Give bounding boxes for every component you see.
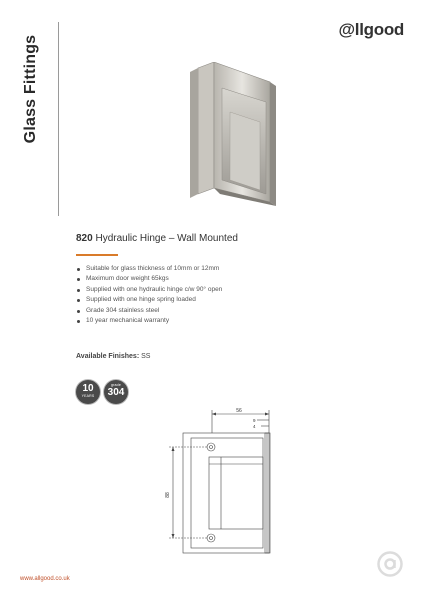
bullet-icon bbox=[77, 320, 80, 323]
product-code: 820 bbox=[76, 233, 93, 244]
bullet-icon bbox=[77, 289, 80, 292]
bullet-icon bbox=[77, 299, 80, 302]
dim-width-label: 56 bbox=[236, 408, 242, 414]
list-item: Grade 304 stainless steel bbox=[76, 306, 222, 316]
bullet-icon bbox=[77, 310, 80, 313]
title-underline bbox=[76, 254, 118, 256]
product-title bbox=[76, 233, 238, 244]
list-item: 10 year mechanical warranty bbox=[76, 316, 222, 326]
brand-logo: @llgood bbox=[338, 20, 404, 39]
footer-link[interactable]: www.allgood.co.uk bbox=[20, 576, 70, 582]
divider bbox=[58, 22, 59, 216]
dim-b-label: 4 bbox=[253, 424, 256, 429]
list-item: Maximum door weight 65kgs bbox=[76, 274, 222, 284]
list-item: Supplied with one hydraulic hinge c/w 90° open bbox=[76, 285, 222, 295]
warranty-badge: 10 YEARS bbox=[76, 380, 100, 404]
at-symbol-icon bbox=[377, 551, 403, 577]
available-finishes: Available Finishes: SS bbox=[76, 353, 151, 360]
technical-drawing bbox=[155, 400, 285, 560]
grade-badge: grade 304 bbox=[104, 380, 128, 404]
bullet-icon bbox=[77, 278, 80, 281]
dim-a-label: 9 bbox=[253, 418, 256, 423]
bullet-icon bbox=[77, 268, 80, 271]
dim-height-label: 88 bbox=[165, 492, 171, 498]
list-item: Suitable for glass thickness of 10mm or 12mm bbox=[76, 264, 222, 274]
product-name: Hydraulic Hinge – Wall Mounted bbox=[95, 233, 238, 244]
feature-list bbox=[76, 264, 222, 326]
product-photo bbox=[170, 62, 280, 222]
list-item: Supplied with one hinge spring loaded bbox=[76, 295, 222, 305]
section-title: Glass Fittings bbox=[22, 34, 39, 144]
